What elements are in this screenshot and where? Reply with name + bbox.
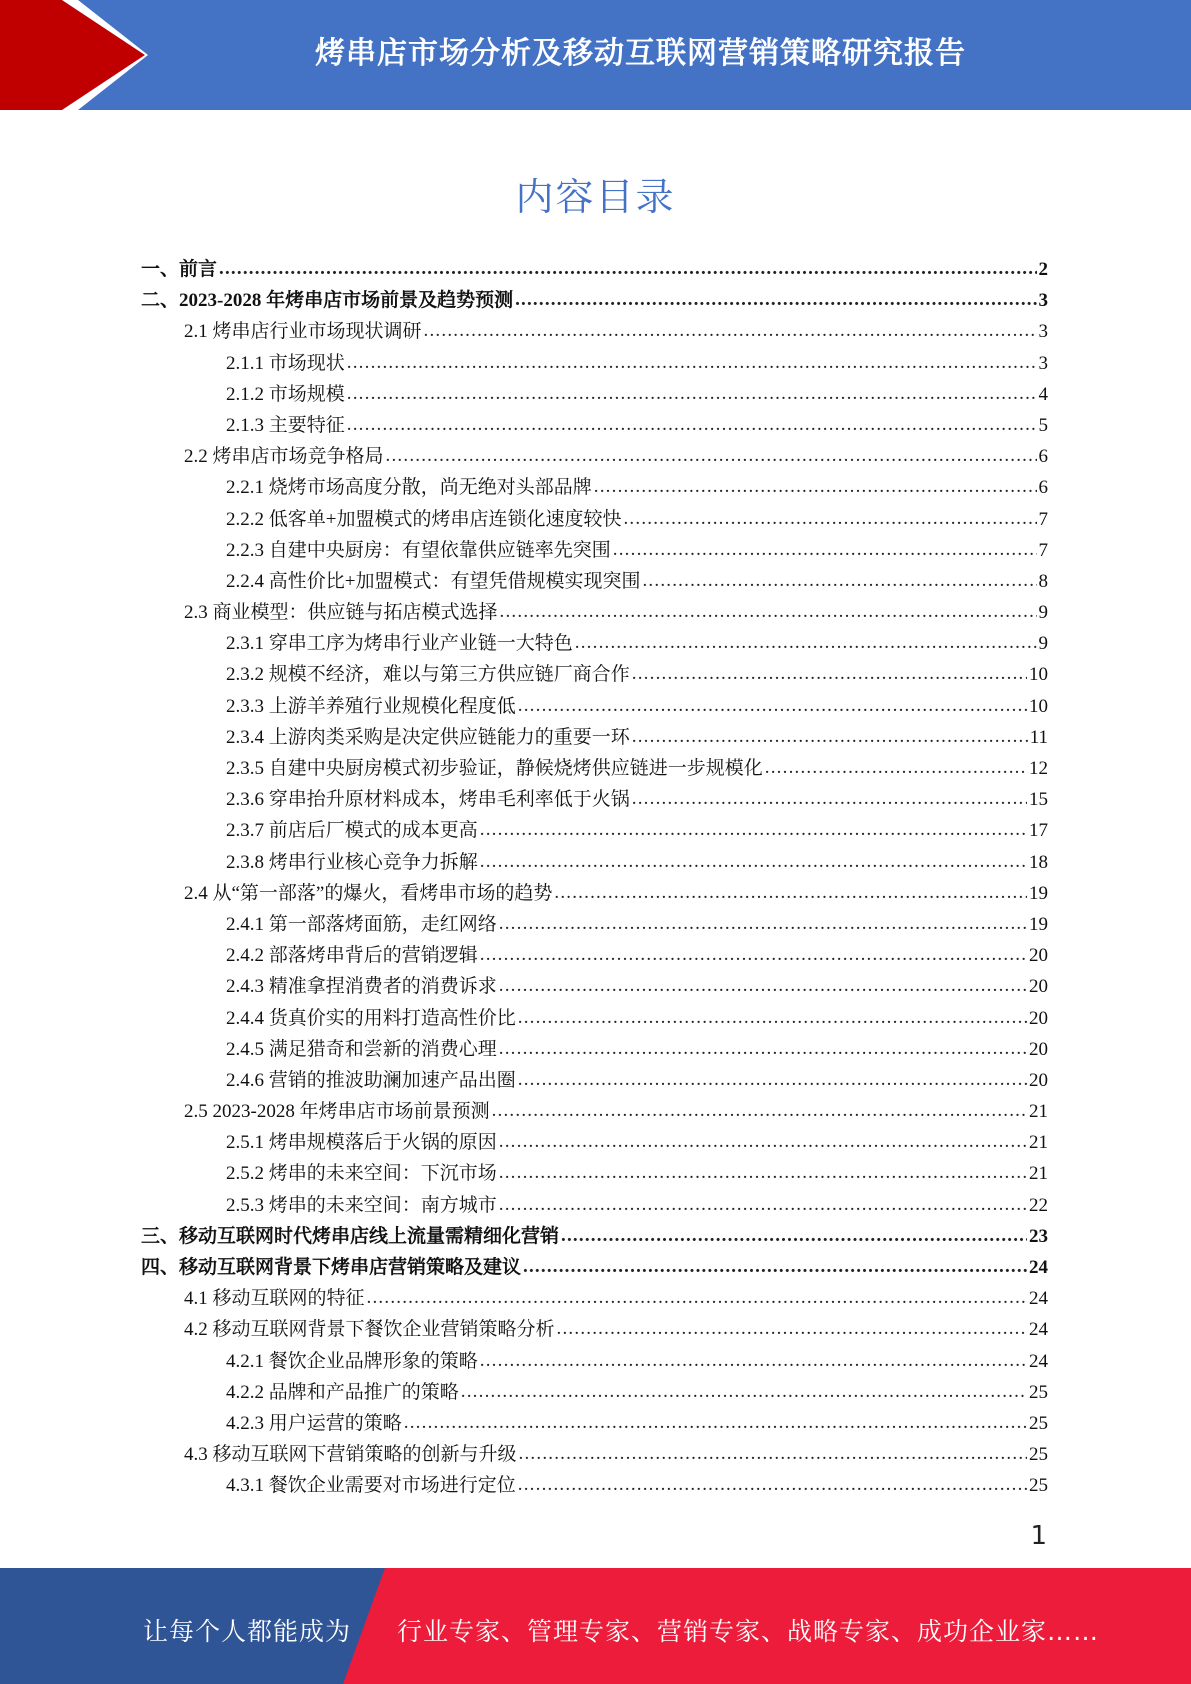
toc-entry-title: 2.2 烤串店市场竞争格局 bbox=[184, 446, 384, 468]
toc-entry-title: 2.4.4 货真价实的用料打造高性价比 bbox=[226, 1007, 516, 1029]
toc-entry-page: 21 bbox=[1029, 1163, 1048, 1185]
toc-entry-page: 25 bbox=[1029, 1381, 1048, 1403]
toc-leader-dots bbox=[594, 471, 1037, 502]
toc-entry-title: 2.3.6 穿串抬升原材料成本，烤串毛利率低于火锅 bbox=[226, 789, 630, 811]
toc-entry-page: 5 bbox=[1038, 414, 1048, 436]
toc-entry[interactable] bbox=[141, 1003, 1048, 1034]
toc-entry-title: 2.1 烤串店行业市场现状调研 bbox=[184, 321, 422, 343]
toc-entry-title: 2.3.2 规模不经济，难以与第三方供应链厂商合作 bbox=[226, 664, 630, 686]
toc-entry[interactable] bbox=[141, 815, 1048, 846]
toc-entry-title: 4.2.3 用户运营的策略 bbox=[226, 1412, 402, 1434]
toc-entry-page: 2 bbox=[1038, 259, 1048, 280]
toc-leader-dots bbox=[347, 347, 1037, 378]
toc-entry-title: 4.1 移动互联网的特征 bbox=[184, 1288, 365, 1310]
toc-entry-page: 21 bbox=[1029, 1101, 1048, 1123]
toc-entry-page: 3 bbox=[1038, 321, 1048, 343]
toc-entry[interactable] bbox=[141, 909, 1048, 940]
toc-leader-dots bbox=[518, 690, 1027, 721]
footer-slogan-left: 让每个人都能成为 bbox=[143, 1617, 352, 1646]
toc-leader-dots bbox=[480, 939, 1027, 970]
toc-entry-title: 2.5.1 烤串规模落后于火锅的原因 bbox=[226, 1132, 497, 1154]
toc-leader-dots bbox=[386, 440, 1037, 471]
toc-entry-title: 2.3.7 前店后厂模式的成本更高 bbox=[226, 820, 478, 842]
toc-leader-dots bbox=[499, 1157, 1027, 1188]
toc-entry-page: 20 bbox=[1029, 1007, 1048, 1029]
table-of-contents bbox=[141, 254, 1048, 1502]
toc-entry[interactable] bbox=[141, 1377, 1048, 1408]
toc-entry-page: 6 bbox=[1038, 477, 1048, 499]
toc-entry-page: 10 bbox=[1029, 664, 1048, 686]
toc-leader-dots bbox=[765, 752, 1027, 783]
toc-entry-page: 9 bbox=[1038, 633, 1048, 655]
toc-entry-page: 6 bbox=[1038, 446, 1048, 468]
toc-entry[interactable] bbox=[141, 1346, 1048, 1377]
toc-entry[interactable] bbox=[141, 566, 1048, 597]
toc-leader-dots bbox=[642, 565, 1036, 596]
toc-entry[interactable] bbox=[141, 1034, 1048, 1065]
toc-leader-dots bbox=[613, 534, 1037, 565]
toc-entry-title: 2.3.3 上游羊养殖行业规模化程度低 bbox=[226, 695, 516, 717]
toc-entry[interactable] bbox=[141, 1283, 1048, 1314]
toc-entry-title: 2.5.2 烤串的未来空间：下沉市场 bbox=[226, 1163, 497, 1185]
toc-entry[interactable] bbox=[141, 1096, 1048, 1127]
toc-entry-page: 3 bbox=[1038, 290, 1048, 312]
toc-leader-dots bbox=[500, 596, 1037, 627]
toc-entry-page: 19 bbox=[1029, 913, 1048, 935]
toc-entry-page: 7 bbox=[1038, 508, 1048, 530]
toc-entry[interactable] bbox=[141, 940, 1048, 971]
toc-entry-page: 15 bbox=[1029, 789, 1048, 811]
toc-leader-dots bbox=[461, 1376, 1027, 1407]
toc-entry-title: 2.5 2023-2028 年烤串店市场前景预测 bbox=[184, 1101, 490, 1123]
toc-entry-title: 2.1.3 主要特征 bbox=[226, 414, 345, 436]
toc-entry-title: 一、前言 bbox=[141, 259, 218, 280]
toc-leader-dots bbox=[519, 1438, 1027, 1469]
toc-entry-title: 四、移动互联网背景下烤串店营销策略及建议 bbox=[141, 1257, 522, 1278]
toc-entry[interactable] bbox=[141, 753, 1048, 784]
toc-entry[interactable] bbox=[141, 504, 1048, 535]
toc-leader-dots bbox=[347, 378, 1037, 409]
toc-leader-dots bbox=[557, 1313, 1027, 1344]
toc-entry-page: 19 bbox=[1029, 882, 1048, 904]
toc-leader-dots bbox=[424, 315, 1037, 346]
toc-entry-page: 20 bbox=[1029, 976, 1048, 998]
toc-entry[interactable] bbox=[141, 348, 1048, 379]
toc-entry-title: 2.4.3 精准拿捏消费者的消费诉求 bbox=[226, 976, 497, 998]
toc-entry-page: 24 bbox=[1029, 1319, 1048, 1341]
toc-entry[interactable] bbox=[141, 1252, 1048, 1283]
toc-leader-dots bbox=[367, 1282, 1027, 1313]
toc-entry-page: 24 bbox=[1029, 1257, 1048, 1278]
toc-entry-title: 4.2 移动互联网背景下餐饮企业营销策略分析 bbox=[184, 1319, 555, 1341]
toc-leader-dots bbox=[492, 1095, 1027, 1126]
toc-entry[interactable] bbox=[141, 878, 1048, 909]
report-title: 烤串店市场分析及移动互联网营销策略研究报告 bbox=[315, 36, 966, 71]
toc-entry-title: 2.3 商业模型：供应链与拓店模式选择 bbox=[184, 602, 498, 624]
toc-entry-title: 2.3.8 烤串行业核心竞争力拆解 bbox=[226, 851, 478, 873]
toc-entry-page: 12 bbox=[1029, 758, 1048, 779]
toc-leader-dots bbox=[499, 1126, 1027, 1157]
toc-entry-page: 24 bbox=[1029, 1350, 1048, 1372]
toc-entry-page: 25 bbox=[1029, 1412, 1048, 1434]
report-header-banner bbox=[0, 0, 1191, 110]
toc-entry[interactable] bbox=[141, 1127, 1048, 1158]
toc-leader-dots bbox=[515, 284, 1036, 315]
toc-leader-dots bbox=[632, 721, 1028, 752]
toc-entry-page: 25 bbox=[1029, 1475, 1048, 1497]
toc-entry[interactable] bbox=[141, 691, 1048, 722]
toc-entry-page: 18 bbox=[1029, 851, 1048, 873]
toc-leader-dots bbox=[518, 1002, 1027, 1033]
toc-leader-dots bbox=[518, 1064, 1027, 1095]
toc-entry-title: 二、2023-2028 年烤串店市场前景及趋势预测 bbox=[141, 290, 514, 312]
toc-entry-page: 21 bbox=[1029, 1132, 1048, 1154]
toc-heading: 内容目录 bbox=[515, 175, 676, 219]
toc-entry-page: 3 bbox=[1038, 352, 1048, 374]
toc-entry-title: 2.2.2 低客单+加盟模式的烤串店连锁化速度较快 bbox=[226, 508, 622, 530]
toc-leader-dots bbox=[219, 253, 1036, 284]
toc-entry-title: 4.3.1 餐饮企业需要对市场进行定位 bbox=[226, 1475, 516, 1497]
toc-entry-title: 2.4.5 满足猎奇和尝新的消费心理 bbox=[226, 1038, 497, 1060]
toc-leader-dots bbox=[499, 908, 1027, 939]
toc-entry-title: 2.4.1 第一部落烤面筋，走红网络 bbox=[226, 913, 497, 935]
toc-entry-title: 2.1.1 市场现状 bbox=[226, 352, 345, 374]
toc-entry[interactable] bbox=[141, 659, 1048, 690]
toc-entry-title: 2.2.4 高性价比+加盟模式：有望凭借规模实现突围 bbox=[226, 570, 641, 592]
toc-entry-title: 2.2.1 烧烤市场高度分散，尚无绝对头部品牌 bbox=[226, 477, 592, 499]
toc-entry-title: 4.2.2 品牌和产品推广的策略 bbox=[226, 1381, 459, 1403]
toc-entry-title: 2.3.1 穿串工序为烤串行业产业链一大特色 bbox=[226, 633, 573, 655]
toc-entry[interactable] bbox=[141, 535, 1048, 566]
toc-entry-page: 8 bbox=[1038, 570, 1048, 592]
toc-leader-dots bbox=[518, 1469, 1027, 1500]
toc-entry[interactable] bbox=[141, 316, 1048, 347]
toc-leader-dots bbox=[499, 1189, 1027, 1220]
toc-entry-title: 2.5.3 烤串的未来空间：南方城市 bbox=[226, 1194, 497, 1216]
toc-entry[interactable] bbox=[141, 1314, 1048, 1345]
toc-entry-page: 17 bbox=[1029, 820, 1048, 842]
footer-slogan-right: 行业专家、管理专家、营销专家、战略专家、成功企业家…… bbox=[397, 1617, 1100, 1646]
toc-entry[interactable] bbox=[141, 1470, 1048, 1501]
toc-leader-dots bbox=[404, 1407, 1027, 1438]
toc-leader-dots bbox=[632, 658, 1027, 689]
toc-entry-page: 24 bbox=[1029, 1288, 1048, 1310]
toc-entry-page: 9 bbox=[1038, 602, 1048, 624]
toc-leader-dots bbox=[554, 877, 1027, 908]
toc-entry-page: 22 bbox=[1029, 1194, 1048, 1216]
toc-entry[interactable] bbox=[141, 379, 1048, 410]
toc-entry[interactable] bbox=[141, 1439, 1048, 1470]
toc-entry-page: 20 bbox=[1029, 1069, 1048, 1091]
toc-entry[interactable] bbox=[141, 410, 1048, 441]
toc-entry-page: 23 bbox=[1029, 1225, 1048, 1247]
toc-leader-dots bbox=[499, 970, 1027, 1001]
toc-entry-title: 三、移动互联网时代烤串店线上流量需精细化营销 bbox=[141, 1225, 560, 1247]
toc-leader-dots bbox=[480, 814, 1027, 845]
toc-entry[interactable] bbox=[141, 254, 1048, 285]
toc-entry[interactable] bbox=[141, 722, 1048, 753]
page-number: 1 bbox=[1030, 1521, 1047, 1551]
toc-entry-page: 4 bbox=[1038, 383, 1048, 405]
toc-entry[interactable] bbox=[141, 628, 1048, 659]
toc-entry-title: 2.4 从“第一部落”的爆火，看烤串市场的趋势 bbox=[184, 882, 553, 904]
toc-entry-title: 4.2.1 餐饮企业品牌形象的策略 bbox=[226, 1350, 478, 1372]
toc-entry-title: 2.1.2 市场规模 bbox=[226, 383, 345, 405]
toc-entry-page: 20 bbox=[1029, 1038, 1048, 1060]
toc-entry[interactable] bbox=[141, 784, 1048, 815]
toc-leader-dots bbox=[575, 627, 1037, 658]
toc-entry[interactable] bbox=[141, 1190, 1048, 1221]
toc-leader-dots bbox=[499, 1033, 1027, 1064]
toc-entry[interactable] bbox=[141, 441, 1048, 472]
toc-leader-dots bbox=[480, 1345, 1027, 1376]
toc-entry-page: 11 bbox=[1029, 726, 1048, 748]
toc-entry-title: 2.4.2 部落烤串背后的营销逻辑 bbox=[226, 945, 478, 967]
toc-entry[interactable] bbox=[141, 1158, 1048, 1189]
toc-leader-dots bbox=[561, 1220, 1027, 1251]
toc-entry-page: 7 bbox=[1038, 539, 1048, 561]
toc-entry-page: 10 bbox=[1029, 695, 1048, 717]
toc-entry[interactable] bbox=[141, 1065, 1048, 1096]
toc-leader-dots bbox=[623, 503, 1036, 534]
toc-entry-title: 2.3.4 上游肉类采购是决定供应链能力的重要一环 bbox=[226, 726, 630, 748]
toc-leader-dots bbox=[480, 846, 1027, 877]
toc-entry-title: 2.2.3 自建中央厨房：有望依靠供应链率先突围 bbox=[226, 539, 611, 561]
toc-entry-page: 25 bbox=[1029, 1444, 1048, 1466]
toc-entry[interactable] bbox=[141, 472, 1048, 503]
toc-entry-page: 20 bbox=[1029, 945, 1048, 967]
toc-entry[interactable] bbox=[141, 597, 1048, 628]
toc-leader-dots bbox=[632, 783, 1027, 814]
report-footer-banner bbox=[0, 1568, 1191, 1684]
toc-entry[interactable] bbox=[141, 285, 1048, 316]
toc-entry[interactable] bbox=[141, 1408, 1048, 1439]
toc-leader-dots bbox=[347, 409, 1037, 440]
toc-entry[interactable] bbox=[141, 971, 1048, 1002]
toc-entry[interactable] bbox=[141, 847, 1048, 878]
toc-entry[interactable] bbox=[141, 1221, 1048, 1252]
toc-entry-title: 2.3.5 自建中央厨房模式初步验证，静候烧烤供应链进一步规模化 bbox=[226, 758, 763, 779]
toc-entry-title: 2.4.6 营销的推波助澜加速产品出圈 bbox=[226, 1069, 516, 1091]
toc-entry-title: 4.3 移动互联网下营销策略的创新与升级 bbox=[184, 1444, 517, 1466]
toc-leader-dots bbox=[523, 1251, 1027, 1282]
